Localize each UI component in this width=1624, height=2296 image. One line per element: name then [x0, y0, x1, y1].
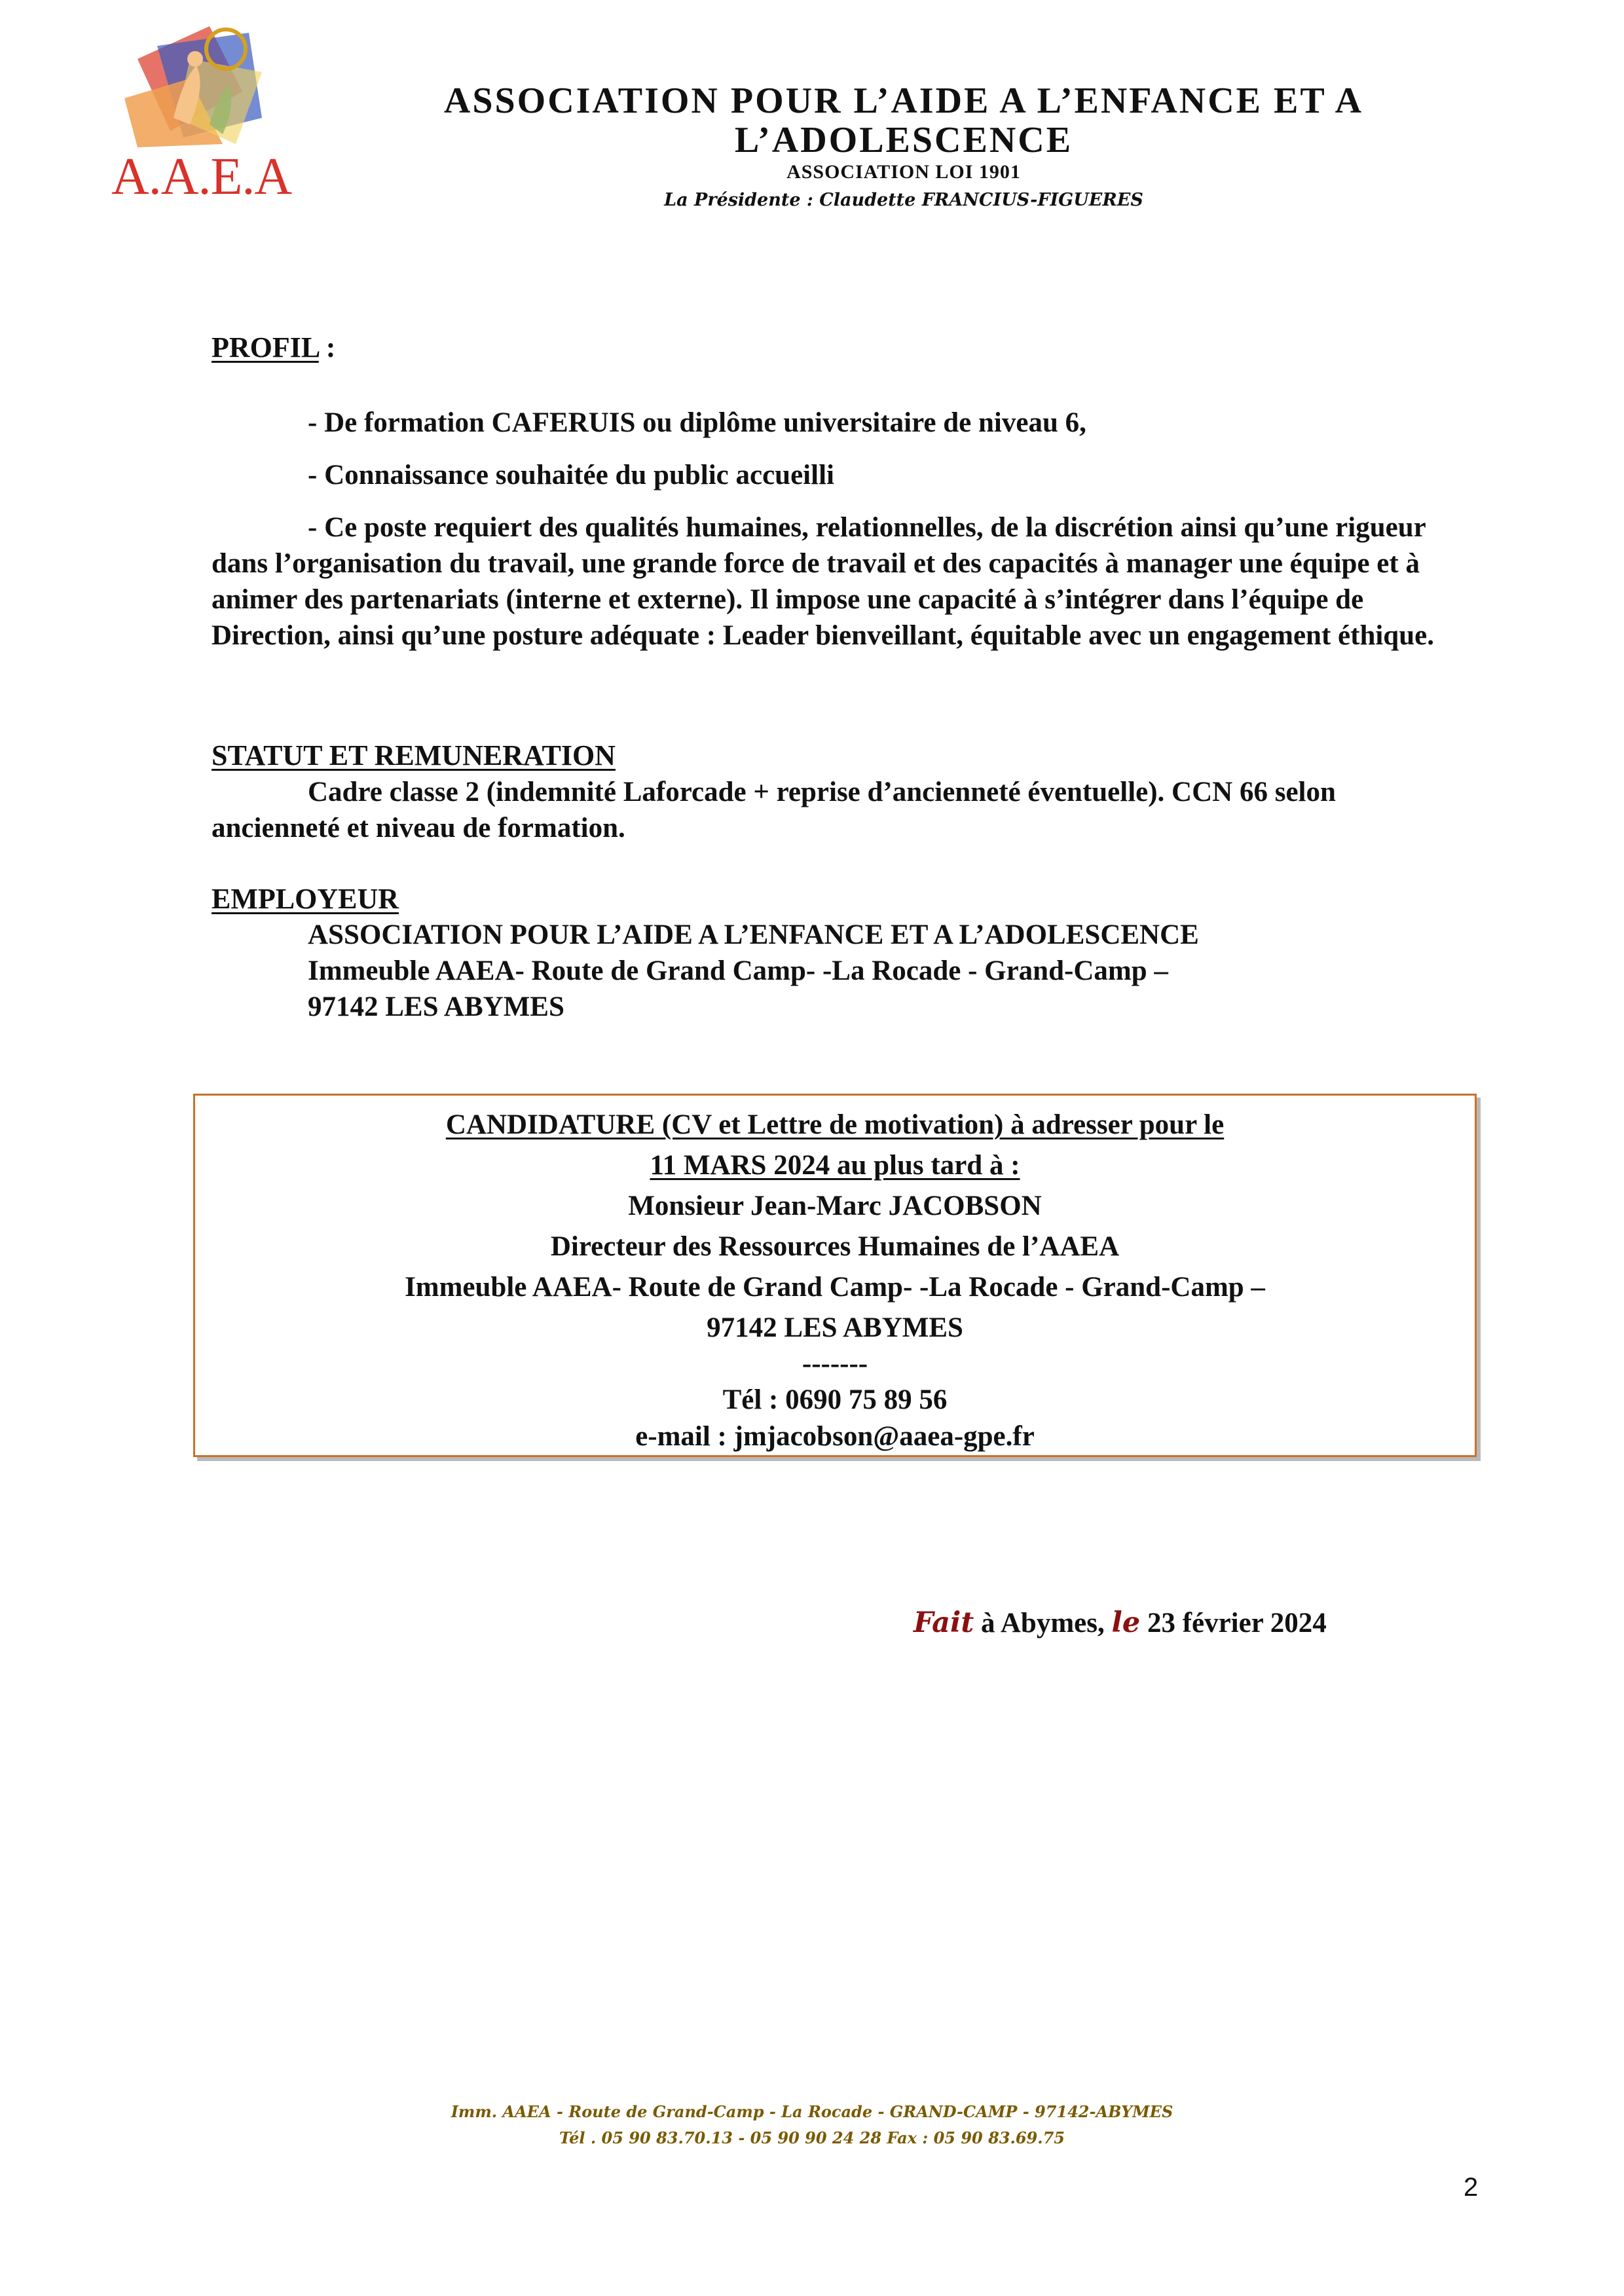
page-number: 2 [1464, 2173, 1479, 2202]
candidature-city: 97142 LES ABYMES [707, 1312, 963, 1343]
header-president: La Présidente : Claudette FRANCIUS-FIGUERES [664, 190, 1143, 210]
candidature-contact-role: Directeur des Ressources Humaines de l’AAEA [550, 1231, 1120, 1262]
aaea-logo [111, 20, 292, 229]
candidature-separator: ------- [802, 1348, 868, 1379]
candidature-deadline: 11 MARS 2024 au plus tard à : [650, 1150, 1020, 1181]
logo-artwork-icon [111, 20, 288, 151]
profil-item-formation: - De formation CAFERUIS ou diplôme universitaire de niveau 6, [308, 407, 1086, 438]
signature-date-line [913, 1606, 1327, 1639]
footer-phone: Tél . 05 90 83.70.13 - 05 90 90 24 28 Fax : 05 90 83.69.75 [559, 2128, 1065, 2147]
employeur-name: ASSOCIATION POUR L’AIDE A L’ENFANCE ET A L’ADOLESCENCE [308, 919, 1199, 950]
statut-text: Cadre classe 2 (indemnité Laforcade + reprise d’ancienneté éventuelle). CCN 66 selon ancienneté et niveau de formation. [212, 777, 1336, 843]
fait-word: Fait [913, 1606, 974, 1639]
candidature-phone: Tél : 0690 75 89 56 [722, 1384, 948, 1415]
profil-section-title [212, 331, 335, 364]
candidature-address: Immeuble AAEA- Route de Grand Camp- -La Rocade - Grand-Camp – [405, 1272, 1265, 1303]
employeur-city: 97142 LES ABYMES [308, 991, 564, 1022]
employeur-section-title: EMPLOYEUR [212, 883, 399, 915]
header-title-line1: ASSOCIATION POUR L’AIDE A L’ENFANCE ET A [443, 81, 1364, 121]
logo-text: A.A.E.A [111, 148, 292, 206]
candidature-box [193, 1094, 1477, 1457]
profil-title-text: PROFIL [212, 331, 319, 363]
signature-place: à Abymes, [974, 1608, 1112, 1639]
candidature-email[interactable]: e-mail : jmjacobson@aaea-gpe.fr [635, 1421, 1035, 1452]
footer-address: Imm. AAEA - Route de Grand-Camp - La Rocade - GRAND-CAMP - 97142-ABYMES [451, 2102, 1173, 2121]
employeur-address: Immeuble AAEA- Route de Grand Camp- -La Rocade - Grand-Camp – [308, 955, 1168, 986]
profil-title-suffix: : [318, 331, 336, 363]
statut-section-title: STATUT ET REMUNERATION [212, 739, 616, 771]
profil-item-connaissance: - Connaissance souhaitée du public accueilli [308, 460, 834, 491]
signature-date: 23 février 2024 [1140, 1608, 1327, 1639]
candidature-contact-name: Monsieur Jean-Marc JACOBSON [628, 1191, 1042, 1221]
le-word: le [1111, 1606, 1141, 1639]
header-subtitle: ASSOCIATION LOI 1901 [786, 161, 1021, 183]
header-title-line2: L’ADOLESCENCE [734, 120, 1073, 160]
profil-item-qualites: - Ce poste requiert des qualités humaines, relationnelles, de la discrétion ainsi qu’une rigueur dans l’organisation du travail, une grande force de travail et des capacités à manager une équipe et à animer des partenariats (interne et externe). Il impose une capacité à s’intégrer dans l’équipe de Direction, ainsi qu’une posture adéquate : Leader bienveillant, équitable avec un engagement éthique. [212, 512, 1434, 651]
candidature-heading: CANDIDATURE (CV et Lettre de motivation) à adresser pour le [445, 1109, 1225, 1140]
